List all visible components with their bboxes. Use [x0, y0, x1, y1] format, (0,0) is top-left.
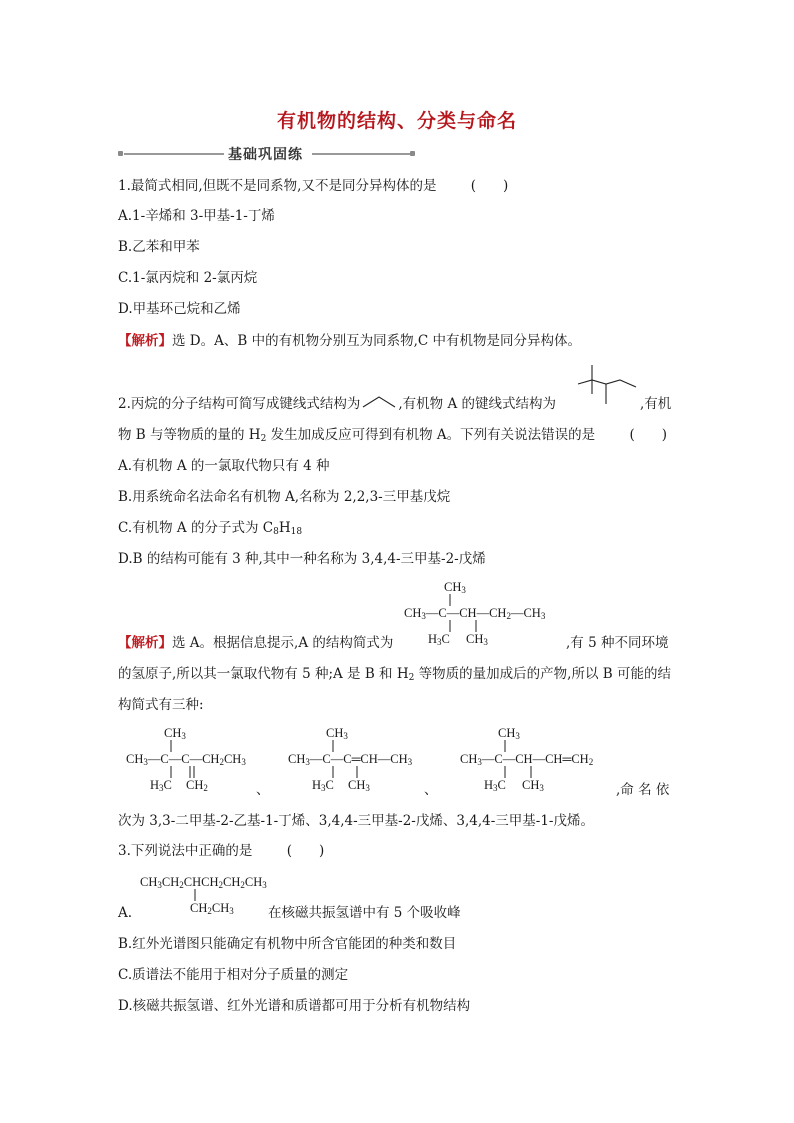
subscript: 3 — [229, 906, 234, 916]
answer-paren: ( ) — [470, 178, 509, 194]
q3-structure-branch — [190, 901, 234, 916]
subscript: 2 — [506, 611, 511, 621]
formula-text: C — [160, 752, 169, 766]
subscript: 2 — [179, 880, 184, 890]
q3-option-d: D.核磁共振氢谱、红外光谱和质谱都可用于分析有机物结构 — [118, 998, 471, 1014]
formula-text: CH — [571, 752, 589, 766]
subscript: 18 — [290, 527, 303, 537]
formula-text: CH — [466, 632, 484, 646]
formula-text: C — [163, 778, 172, 792]
subscript: 3 — [477, 757, 482, 767]
q2-stem-part-c: ,有机 — [640, 396, 672, 412]
q3-option-a-text: 在核磁共振氢谱中有 5 个吸收峰 — [268, 905, 461, 921]
subscript: 2 — [219, 757, 224, 767]
q1-option-b: B.乙苯和甲苯 — [118, 239, 200, 255]
q2-naming-intro: ,命 名 依 — [616, 782, 670, 798]
question-3-text: 3.下列说法中正确的是 — [118, 843, 253, 859]
q2-stem2-a: 物 B 与等物质的量的 H — [118, 427, 261, 443]
bond-vertical — [332, 740, 334, 752]
analysis-text: 选 D。A、B 中的有机物分别互为同系物,C 中有机物是同分异构体。 — [172, 333, 581, 349]
subscript: 2 — [240, 880, 245, 890]
formula-text: CH — [244, 875, 263, 889]
subscript: 3 — [437, 637, 442, 647]
formula-text: CH — [164, 726, 182, 740]
b3-main-chain: $CH_3—C—CH—CH═CH_2$ — [460, 752, 594, 767]
structure-a-main-chain: $CH_3—C—CH—CH_2—CH_3$ — [404, 606, 546, 621]
formula-text: ═ — [562, 752, 572, 766]
formula-text: C — [494, 752, 503, 766]
subscript: 2 — [588, 757, 594, 767]
subscript: 3 — [143, 757, 148, 767]
formula-text: CH — [186, 778, 204, 792]
subscript: 2 — [207, 906, 212, 916]
formula-text: CH — [126, 752, 144, 766]
formula-text: CH — [223, 875, 241, 889]
structure-a-top-methyl — [444, 580, 466, 595]
formula-text: CH — [161, 875, 180, 889]
formula-text: C — [325, 778, 334, 792]
formula-text: CH — [489, 606, 507, 620]
formula-text: CH — [190, 901, 208, 915]
formula-text: ═ — [351, 752, 361, 766]
bond-vertical — [356, 766, 358, 778]
subscript: 3 — [493, 783, 498, 793]
q2-analysis-line3: 构简式有三种: — [118, 697, 204, 713]
section-left-dot — [118, 151, 123, 156]
section-title: 基础巩固练 — [228, 147, 303, 163]
q3-structure-main — [140, 875, 267, 890]
subscript: 3 — [321, 783, 326, 793]
formula-text: H — [150, 778, 160, 792]
formula-text: CH — [545, 752, 563, 766]
bond-vertical — [504, 766, 506, 778]
formula-text: CH — [326, 726, 344, 740]
q2-option-c — [118, 518, 302, 538]
bond-vertical — [170, 740, 172, 752]
formula-text: C — [181, 752, 190, 766]
b2-main-chain: $CH_3—C—C═CH—CH_3$ — [288, 752, 413, 767]
formula-text: C — [441, 632, 450, 646]
subscript: 3 — [483, 637, 488, 647]
structure-a-bottom-methyl-right — [466, 632, 488, 647]
formula-text: H — [484, 778, 494, 792]
question-2-stem-line2 — [118, 425, 667, 445]
formula-text: CH — [522, 778, 540, 792]
b2-top-methyl — [326, 726, 348, 741]
analysis-text: 的氢原子,所以其一氯取代物有 5 种;A 是 B 和 H — [118, 666, 409, 682]
bond-vertical — [530, 766, 532, 778]
q2-stem-part-b: ,有机物 A 的键线式结构为 — [398, 396, 557, 412]
q1-option-d: D.甲基环己烷和乙烯 — [118, 301, 241, 317]
q1-analysis — [118, 331, 581, 351]
bond-vertical — [194, 889, 196, 901]
formula-h: H — [278, 520, 291, 536]
q3-option-c: C.质谱法不能用于相对分子质量的测定 — [118, 967, 349, 983]
subscript: 3 — [262, 880, 267, 890]
separator-comma: 、 — [256, 782, 270, 798]
subscript: 3 — [421, 611, 426, 621]
subscript: 3 — [539, 783, 544, 793]
subscript: 3 — [305, 757, 310, 767]
formula-text: C — [438, 606, 447, 620]
bond-vertical — [449, 594, 451, 606]
formula-text: CH — [211, 901, 230, 915]
q2-option-c-text: C.有机物 A 的分子式为 C — [118, 520, 274, 536]
b2-bottom-left — [312, 778, 334, 793]
formula-text: H — [312, 778, 322, 792]
formula-text: CH — [390, 752, 408, 766]
b1-bottom-methylene — [186, 778, 208, 793]
q2-analysis-line2 — [118, 664, 671, 684]
q2-analysis-line1-tail: ,有 5 种不同环境 — [566, 635, 669, 651]
section-divider-right — [312, 153, 410, 155]
bond-vertical — [449, 620, 451, 632]
answer-paren: ( ) — [629, 427, 667, 443]
formula-text: C — [343, 752, 352, 766]
compound-a-skeletal-structure — [574, 360, 642, 410]
bond-vertical — [332, 766, 334, 778]
b1-bottom-left — [150, 778, 172, 793]
formula-text: CH — [444, 580, 462, 594]
formula-text: CH — [498, 726, 516, 740]
subscript: 3 — [407, 757, 413, 767]
formula-text: CH — [404, 606, 422, 620]
formula-text: CH — [288, 752, 306, 766]
subscript: 2 — [260, 434, 267, 444]
q2-option-a: A.有机物 A 的一氯取代物只有 4 种 — [118, 458, 330, 474]
analysis-label: 【解析】 — [118, 333, 172, 349]
q2-analysis-line1 — [118, 633, 393, 653]
page-title: 有机物的结构、分类与命名 — [276, 110, 517, 132]
subscript: 3 — [343, 731, 348, 741]
b3-bottom-right — [522, 778, 544, 793]
separator-comma: 、 — [424, 782, 438, 798]
bond-double-vertical — [189, 766, 195, 778]
subscript: 3 — [515, 731, 520, 741]
subscript: 3 — [159, 783, 164, 793]
b3-top-methyl — [498, 726, 520, 741]
q2-option-b: B.用系统命名法命名有机物 A,名称为 2,2,3-三甲基戊烷 — [118, 489, 451, 505]
bond-vertical — [475, 620, 477, 632]
formula-text: CH — [360, 752, 378, 766]
formula-text: CH — [140, 875, 158, 889]
b3-bottom-left — [484, 778, 506, 793]
answer-paren: ( ) — [286, 843, 325, 859]
question-1-stem — [118, 176, 508, 196]
q1-option-a: A.1-辛烯和 3-甲基-1-丁烯 — [118, 208, 275, 224]
q3-option-a-label: A. — [118, 905, 133, 921]
question-3-stem — [118, 841, 324, 861]
formula-text: CH — [348, 778, 366, 792]
bond-vertical — [170, 766, 172, 778]
b1-top-methyl — [164, 726, 186, 741]
section-header — [118, 144, 416, 164]
q2-stem2-b: 发生加成反应可得到有机物 A。下列有关说法错误的是 — [266, 427, 596, 443]
formula-text: CH — [201, 875, 219, 889]
formula-text: CH — [515, 752, 533, 766]
q2-naming-list: 次为 3,3-二甲基-2-乙基-1-丁烯、3,4,4-三甲基-2-戊烯、3,4,4-三甲基-1-戊烯。 — [118, 813, 594, 829]
subscript: 2 — [408, 673, 415, 683]
subscript: 3 — [365, 783, 370, 793]
formula-text: CH — [460, 752, 478, 766]
analysis-text: 选 A。根据信息提示,A 的结构简式为 — [172, 635, 394, 651]
question-2-stem-line1 — [118, 394, 556, 414]
subscript: 3 — [157, 880, 162, 890]
subscript: 2 — [203, 783, 208, 793]
question-1-text: 1.最简式相同,但既不是同系物,又不是同分异构体的是 — [118, 178, 437, 194]
propane-skeletal-structure — [362, 394, 396, 410]
analysis-text: 等物质的量加成后的产物,所以 B 可能的结 — [414, 666, 671, 682]
bond-vertical — [504, 740, 506, 752]
formula-text: C — [497, 778, 506, 792]
b1-main-chain: $CH_3—C—C—CH_2CH_3$ — [126, 752, 246, 767]
q3-option-b: B.红外光谱图只能确定有机物中所含官能团的种类和数目 — [118, 936, 457, 952]
formula-text: C — [322, 752, 331, 766]
formula-text: CH — [459, 606, 477, 620]
subscript: 3 — [540, 611, 546, 621]
section-divider-left — [124, 153, 224, 155]
formula-text: CH — [183, 875, 202, 889]
section-right-dot — [410, 151, 415, 156]
subscript: 3 — [241, 757, 246, 767]
subscript: 2 — [218, 880, 223, 890]
q1-option-c: C.1-氯丙烷和 2-氯丙烷 — [118, 270, 258, 286]
formula-text: CH — [223, 752, 242, 766]
formula-text: CH — [523, 606, 541, 620]
subscript: 3 — [461, 585, 466, 595]
formula-text: H — [428, 632, 438, 646]
formula-text: CH — [202, 752, 220, 766]
structure-a-bottom-methyl-left — [428, 632, 450, 647]
analysis-label: 【解析】 — [118, 635, 172, 651]
subscript: 3 — [181, 731, 186, 741]
q2-option-d: D.B 的结构可能有 3 种,其中一种名称为 3,4,4-三甲基-2-戊烯 — [118, 551, 486, 567]
subscript: 8 — [273, 527, 279, 537]
q2-stem-part-a: 2.丙烷的分子结构可简写成键线式结构为 — [118, 396, 361, 412]
b2-bottom-right — [348, 778, 370, 793]
